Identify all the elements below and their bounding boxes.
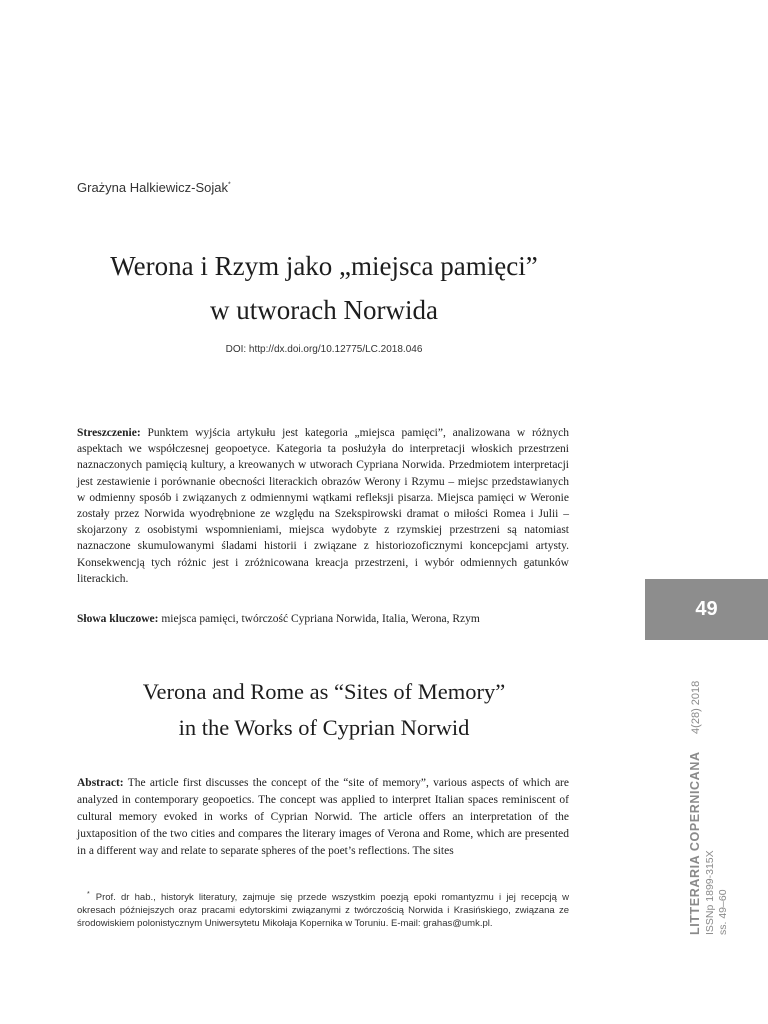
- journal-name: LITTERARIA COPERNICANA: [688, 751, 702, 935]
- article-title-polish-line-1: Werona i Rzym jako „miejsca pamięci”: [110, 251, 538, 281]
- journal-pages: ss. 49–60: [717, 889, 729, 935]
- journal-issue: 4(28) 2018: [690, 680, 702, 734]
- article-title-english-line-2: in the Works of Cyprian Norwid: [178, 715, 470, 740]
- keywords-label: Słowa kluczowe:: [77, 613, 159, 625]
- author-footnote-mark: *: [228, 181, 231, 189]
- article-title-english-line-1: Verona and Rome as “Sites of Memory”: [142, 679, 506, 704]
- article-title-polish: [60, 244, 588, 332]
- page-number: 49: [695, 598, 718, 620]
- footnote-text: Prof. dr hab., historyk literatury, zajmuje się przede wszystkim poezją epoki romantyzmu i jej recepcją w okresach późniejszych oraz pracami edytorskimi związanymi z twórczością Norwida i Krasińskiego, związana ze środowiskiem polonistycznym Uniwersytetu Mikołaja Kopernika w Toruniu. E-mail: grahas@umk.pl.: [77, 892, 569, 930]
- abstract-english: [77, 775, 569, 860]
- author-name: [77, 180, 231, 195]
- article-title-english: [60, 674, 588, 746]
- journal-sidebar: [688, 681, 730, 935]
- footnote-mark: *: [87, 891, 90, 898]
- article-title-polish-line-2: w utworach Norwida: [210, 295, 438, 325]
- abstract-english-text: The article first discusses the concept of the “site of memory”, various aspects of which are analyzed in contemporary geopoetics. The concept was applied to interpret Italian spaces reminiscent of cultural memory evoked in works of Cyprian Norwid. The article offers an interpretation of the juxtaposition of the two cities and compares the literary images of Verona and Rome, which are presented in a different way and relate to separate spheres of the poet’s reflections. The sites: [77, 777, 569, 857]
- abstract-polish: [77, 425, 569, 587]
- journal-title-row: [688, 681, 704, 935]
- doi-link[interactable]: DOI: http://dx.doi.org/10.12775/LC.2018.046: [225, 344, 423, 355]
- journal-issn: ISSNp 1899-315X: [704, 850, 716, 935]
- keywords: [77, 611, 569, 627]
- keywords-text: miejsca pamięci, twórczość Cypriana Norwida, Italia, Werona, Rzym: [161, 613, 480, 625]
- abstract-polish-label: Streszczenie:: [77, 427, 141, 439]
- author-name-text: Grażyna Halkiewicz-Sojak: [77, 180, 228, 195]
- abstract-english-label: Abstract:: [77, 777, 124, 789]
- page-number-box: [645, 579, 768, 640]
- abstract-polish-text: Punktem wyjścia artykułu jest kategoria „miejsca pamięci”, analizowana w różnych aspektach we współczesnej geopoetyce. Kategoria ta posłużyła do interpretacji włoskich przestrzeni naznaczonych pamięcią kultury, a kreowanych w utworach Cypriana Norwida. Przedmiotem interpretacji jest zestawienie i porównanie obecności literackich obrazów Werony i Rzymu – miejsc przedstawianych w odmienny sposób i związanych z odmiennymi wątkami refleksji pisarza. Miejsca pamięci w Weronie zostały przez Norwida wyodrębnione ze względu na Szekspirowski dramat o miłości Romea i Julii – skojarzony z osobistymi wspomnieniami, miejsca wydobyte z rzymskiej przestrzeni są natomiast naznaczone skumulowanymi śladami historii i związane z historiozoficznymi koncepcjami artysty. Konsekwencją tych różnic jest i zróżnicowana kreacja przestrzeni, i wybór odmiennych gatunków literackich.: [77, 427, 570, 585]
- author-footnote: [77, 888, 569, 930]
